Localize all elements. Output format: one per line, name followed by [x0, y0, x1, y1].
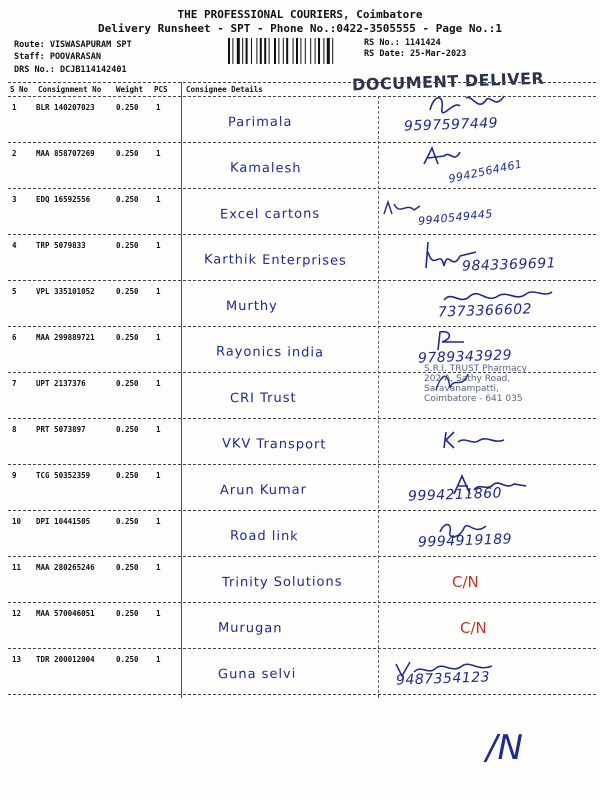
row-consignment-no: VPL 335101052 — [36, 287, 95, 296]
row-sno: 9 — [12, 471, 17, 480]
row-weight: 0.250 — [116, 609, 139, 618]
row-phone: 9942564461 — [447, 157, 524, 186]
row-consignment-no: MAA 280265246 — [36, 563, 95, 572]
row-phone: 9994211860 — [407, 485, 503, 505]
row-divider — [8, 510, 596, 511]
row-consignment-no: MAA 299889721 — [36, 333, 95, 342]
row-divider — [8, 280, 596, 281]
row-sno: 11 — [12, 563, 22, 572]
row-divider — [8, 694, 596, 695]
row-consignment-no: MAA 570046051 — [36, 609, 95, 618]
row-consignee-name: VKV Transport — [221, 436, 327, 453]
row-consignee-name: Guna selvi — [217, 666, 297, 683]
row-divider — [8, 188, 596, 189]
document-delivered-stamp: DOCUMENT DELIVER — [351, 68, 545, 95]
row-weight: 0.250 — [116, 103, 139, 112]
row-divider — [8, 464, 596, 465]
col-pcs: PCS — [154, 85, 168, 94]
signature-6-icon — [428, 328, 488, 352]
row-phone: 7373366602 — [437, 301, 533, 321]
row-pcs: 1 — [156, 195, 161, 204]
row-consignment-no: TRP 5079833 — [36, 241, 86, 250]
row-consignee-name: Murugan — [217, 620, 283, 637]
row-weight: 0.250 — [116, 241, 139, 250]
row-sno: 4 — [12, 241, 17, 250]
signature-column-rule — [378, 96, 379, 698]
pharmacy-stamp-line1: S.R.I. TRUST Pharmacy — [424, 364, 527, 374]
signature-10-icon — [434, 518, 494, 542]
row-pcs: 1 — [156, 471, 161, 480]
row-cn-mark: C/N — [452, 573, 479, 591]
row-phone: 9487354123 — [395, 669, 491, 689]
row-pcs: 1 — [156, 655, 161, 664]
rs-number: RS No.: 1141424 — [364, 38, 441, 48]
row-pcs: 1 — [156, 517, 161, 526]
col-weight: Weight — [116, 85, 144, 94]
row-consignee-name: Murthy — [225, 298, 278, 315]
col-sno: S No — [10, 85, 29, 94]
signature-7-icon — [432, 370, 472, 396]
row-consignment-no: DPI 10441505 — [36, 517, 91, 526]
staff-label: Staff: POOVARASAN — [14, 52, 101, 62]
row-consignee-name: Arun Kumar — [219, 482, 308, 499]
row-consignment-no: PRT 5073897 — [36, 425, 86, 434]
row-divider — [8, 556, 596, 557]
row-sno: 10 — [12, 517, 22, 526]
row-divider — [8, 648, 596, 649]
signature-1-icon — [420, 92, 530, 118]
row-sno: 7 — [12, 379, 17, 388]
barcode-icon — [228, 38, 356, 66]
row-pcs: 1 — [156, 287, 161, 296]
row-phone: 9597597449 — [403, 115, 499, 135]
row-weight: 0.250 — [116, 149, 139, 158]
row-sno: 12 — [12, 609, 22, 618]
row-weight: 0.250 — [116, 563, 139, 572]
row-divider — [8, 142, 596, 143]
pharmacy-stamp-line2: 202-A, Sathy Road, — [424, 374, 511, 384]
row-weight: 0.250 — [116, 471, 139, 480]
row-sno: 6 — [12, 333, 17, 342]
row-divider — [8, 234, 596, 235]
row-pcs: 1 — [156, 379, 161, 388]
col-consignee: Consignee Details — [186, 85, 263, 94]
row-cn-mark: C/N — [460, 619, 487, 637]
drs-label: DRS No.: DCJB114142401 — [14, 65, 127, 75]
row-consignee-name: Karthik Enterprises — [203, 252, 347, 269]
row-phone: 9789343929 — [417, 347, 513, 367]
signature-4-icon — [420, 238, 480, 274]
row-phone: 9994919189 — [417, 531, 513, 551]
row-weight: 0.250 — [116, 195, 139, 204]
row-pcs: 1 — [156, 103, 161, 112]
pharmacy-stamp-line4: Coimbatore - 641 035 — [424, 394, 523, 404]
row-consignee-name: CRI Trust — [229, 390, 297, 407]
runsheet-subtitle: Delivery Runsheet - SPT - Phone No.:0422-3505555 - Page No.:1 — [98, 22, 502, 35]
row-consignment-no: TCG 50352359 — [36, 471, 91, 480]
row-consignment-no: TDR 200012004 — [36, 655, 95, 664]
row-divider — [8, 418, 596, 419]
row-consignee-name: Parimala — [227, 114, 293, 131]
route-label: Route: VISWASAPURAM SPT — [14, 40, 132, 50]
row-weight: 0.250 — [116, 517, 139, 526]
signature-8-icon — [440, 430, 510, 450]
row-pcs: 1 — [156, 563, 161, 572]
row-sno: 2 — [12, 149, 17, 158]
signature-13-icon — [392, 658, 502, 682]
col-consignment: Consignment No — [38, 85, 102, 94]
row-consignee-name: Excel cartons — [219, 206, 321, 223]
pharmacy-stamp-line3: Saravanampatti, — [424, 384, 499, 394]
row-weight: 0.250 — [116, 425, 139, 434]
row-weight: 0.250 — [116, 655, 139, 664]
row-weight: 0.250 — [116, 333, 139, 342]
row-consignment-no: BLR 140207023 — [36, 103, 95, 112]
row-pcs: 1 — [156, 149, 161, 158]
row-divider — [8, 326, 596, 327]
row-pcs: 1 — [156, 333, 161, 342]
row-sno: 8 — [12, 425, 17, 434]
signature-9-icon — [450, 474, 530, 498]
row-consignment-no: MAA 858707269 — [36, 149, 95, 158]
row-sno: 1 — [12, 103, 17, 112]
row-pcs: 1 — [156, 425, 161, 434]
signature-5-icon — [440, 286, 560, 310]
row-consignment-no: EDQ 16592556 — [36, 195, 91, 204]
row-weight: 0.250 — [116, 379, 139, 388]
footer-hand-mark: /N — [486, 728, 523, 768]
row-pcs: 1 — [156, 609, 161, 618]
row-consignee-name: Rayonics india — [215, 344, 325, 361]
row-divider — [8, 602, 596, 603]
row-phone: 9843369691 — [461, 255, 557, 275]
row-sno: 13 — [12, 655, 22, 664]
row-consignment-no: UPT 2137376 — [36, 379, 86, 388]
row-sno: 3 — [12, 195, 17, 204]
row-weight: 0.250 — [116, 287, 139, 296]
row-sno: 5 — [12, 287, 17, 296]
consignee-column-rule — [181, 82, 182, 698]
row-phone: 9940549445 — [417, 207, 494, 228]
row-pcs: 1 — [156, 241, 161, 250]
signature-2-icon — [418, 144, 478, 170]
company-title: THE PROFESSIONAL COURIERS, Coimbatore — [177, 8, 423, 21]
row-consignee-name: Road link — [229, 528, 299, 545]
rs-date: RS Date: 25-Mar-2023 — [364, 49, 467, 59]
row-consignee-name: Kamalesh — [229, 160, 302, 177]
signature-3-icon — [380, 198, 430, 220]
header-top-divider — [8, 82, 596, 83]
row-consignee-name: Trinity Solutions — [221, 574, 343, 591]
